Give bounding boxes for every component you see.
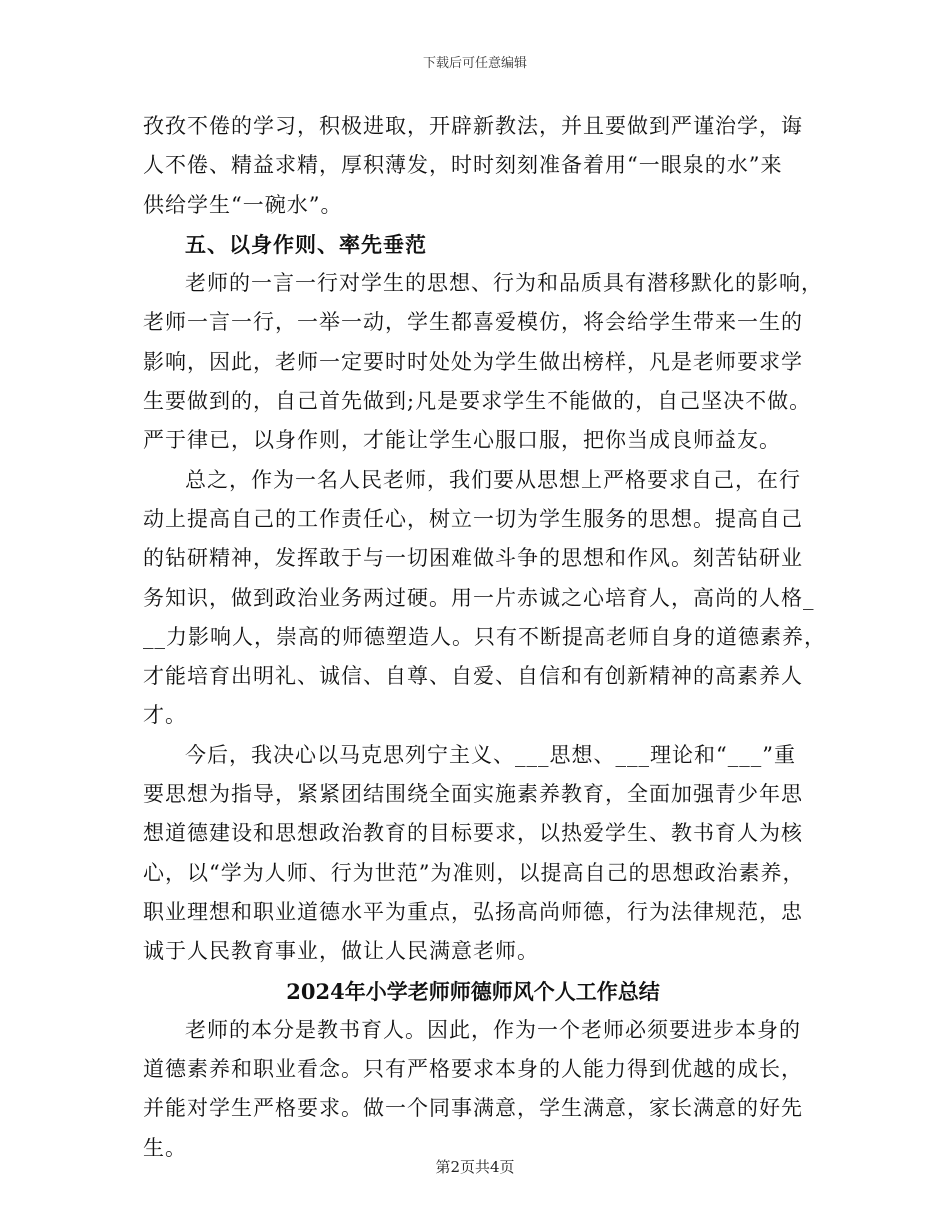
text-line: 心，以“学为人师、行为世范”为准则，以提高自己的思想政治素养，: [143, 860, 805, 885]
text-line: 影响，因此，老师一定要时时处处为学生做出榜样，凡是老师要求学: [143, 349, 803, 374]
text-line: 老师的一言一行对学生的思想、行为和品质具有潜移默化的影响，: [185, 271, 823, 296]
text-line: 人不倦、精益求精，厚积薄发，时时刻刻准备着用“一眼泉的水”来: [143, 153, 783, 178]
text-line: 务知识，做到政治业务两过硬。用一片赤诚之心培育人，高尚的人格_: [143, 585, 815, 610]
text-line: 道德素养和职业看念。只有严格要求本身的人能力得到优越的成长，: [143, 1057, 803, 1082]
text-line: 总之，作为一名人民老师，我们要从思想上严格要求自己，在行: [185, 467, 801, 492]
text-line: 老师的本分是教书育人。因此，作为一个老师必须要进步本身的: [185, 1017, 801, 1042]
text-line: 动上提高自己的工作责任心，树立一切为学生服务的思想。提高自己: [143, 506, 803, 531]
document-body: [143, 107, 826, 1168]
document-title: 2024年小学老师师德师风个人工作总结: [286, 978, 660, 1004]
text-line: 今后，我决心以马克思列宁主义、___思想、___理论和“___”重: [185, 742, 796, 767]
text-line: 孜孜不倦的学习，积极进取，开辟新教法，并且要做到严谨治学，诲: [143, 114, 803, 138]
text-line: __力影响人，崇高的师德塑造人。只有不断提高老师自身的道德素养，: [143, 624, 826, 649]
page-header: 下载后可任意编辑: [422, 56, 527, 71]
text-line: 的钻研精神，发挥敢于与一切困难做斗争的思想和作风。刻苦钻研业: [143, 546, 803, 571]
text-line: 老师一言一行，一举一动，学生都喜爱模仿，将会给学生带来一生的: [143, 310, 803, 335]
text-line: 供给学生“一碗水”。: [143, 192, 343, 217]
text-line: 诚于人民教育事业，做让人民满意老师。: [143, 939, 539, 964]
text-line: 想道德建设和思想政治教育的目标要求，以热爱学生、教书育人为核: [143, 821, 803, 846]
text-line: 才。: [143, 703, 187, 728]
text-line: 才能培育出明礼、诚信、自尊、自爱、自信和有创新精神的高素养人: [143, 664, 803, 689]
text-line: 生。: [143, 1135, 187, 1160]
text-line: 要思想为指导，紧紧团结围绕全面实施素养教育，全面加强青少年思: [143, 782, 803, 807]
text-line: 职业理想和职业道德水平为重点，弘扬高尚师德，行为法律规范，忠: [143, 899, 803, 924]
page-number: 第2页共4页: [435, 1158, 515, 1176]
text-line: 并能对学生严格要求。做一个同事满意，学生满意，家长满意的好先: [143, 1096, 803, 1121]
text-line: 严于律已，以身作则，才能让学生心服口服，把你当成良师益友。: [143, 428, 781, 453]
section-heading: 五、以身作则、率先垂范: [185, 231, 427, 257]
text-line: 生要做到的，自己首先做到;凡是要求学生不能做的，自己坚决不做。: [143, 389, 812, 414]
